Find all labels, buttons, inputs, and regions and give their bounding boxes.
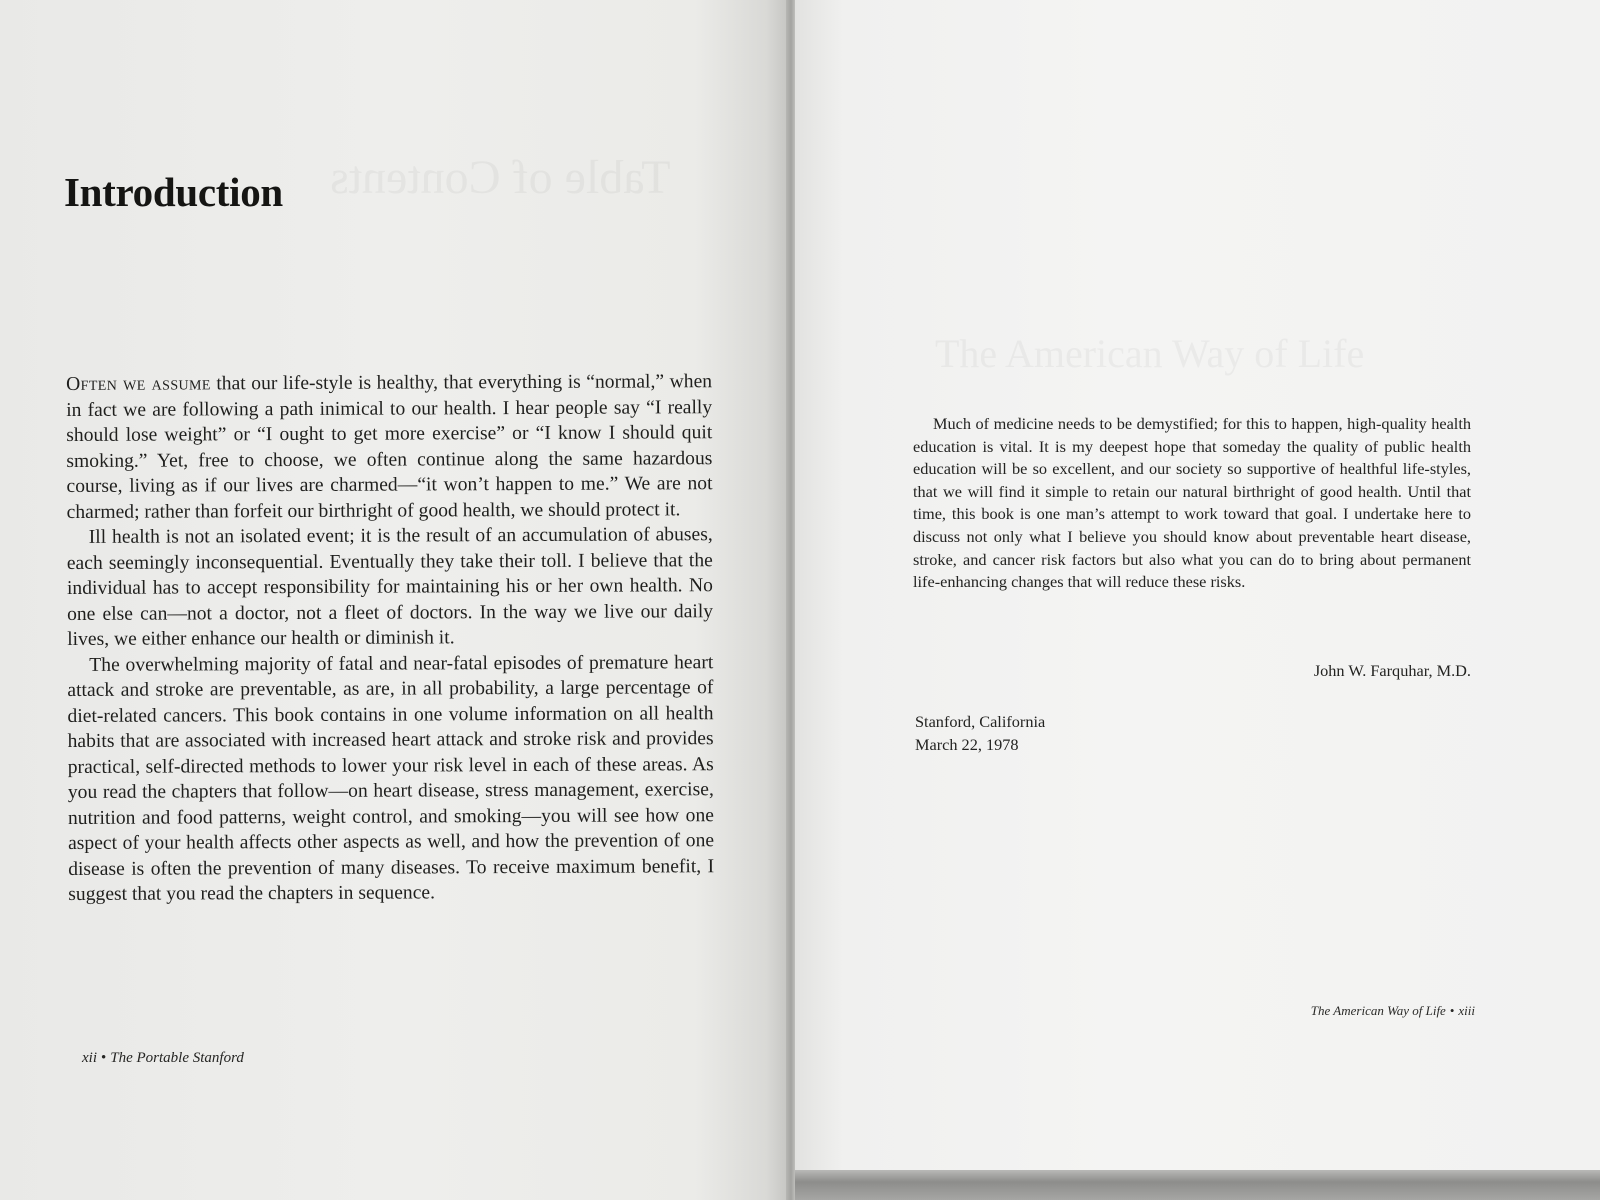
paragraph: Ill health is not an isolated event; it is the result of an accumulation of abuses, each seemingly inconsequential. Eventually they take their toll. I believe that the individual has to accept responsibility for maintaining his or her own health. No one else can—not a doctor, not a fleet of doctors. In the way we live our daily lives, we either enhance our health or diminish it. [66,524,714,650]
folio-bullet: • [1449,1003,1455,1018]
running-title: The American Way of Life [1310,1003,1446,1018]
left-page-folio [82,1050,244,1067]
show-through-text: The American Way of Life [935,331,1365,376]
paragraph [66,369,713,525]
date: March 22, 1978 [915,734,1019,754]
left-page [0,0,790,1200]
page-number: xiii [1458,1003,1475,1018]
place: Stanford, California [915,712,1046,731]
author-signature: John W. Farquhar, M.D. [1313,661,1471,680]
page-number: xii [82,1050,97,1066]
folio-bullet: • [101,1050,107,1066]
place-and-date [915,711,1045,756]
page-edge-shadow [795,1170,1600,1200]
running-title: The Portable Stanford [110,1050,244,1066]
page-title: Introduction [64,169,283,215]
show-through-text: Table of Contents [330,151,671,204]
paragraph: Much of medicine needs to be demystified; for this to happen, high-quality health education is vital. It is my deepest hope that someday the quality of public health education will be so excellent, and our society so supportive of healthful life-styles, that we will find it simple to retain our natural birthright of good health. Until that time, this book is one man’s attempt to work toward that goal. I undertake here to discuss not only what I believe you should know about preventable heart disease, stroke, and cancer risk factors but also what you can do to bring about permanent life-enhancing changes that will reduce these risks. [913,414,1471,592]
paragraph-text: that our life-style is healthy, that everything is “normal,” when in fact we are following a path inimical to our health. I hear people say “I really should lose weight” or “I ought to get more exercise” or “I know I should quit smoking.” Yet, free to choose, we often continue along the same hazardous course, living as if our lives are charmed—“it won’t happen to me.” We are not charmed; rather than forfeit our birthright of good health, we should protect it. [66,371,713,523]
paragraph: The overwhelming majority of fatal and near-fatal episodes of premature heart attack and stroke are preventable, as are, in all probability, a large percentage of diet-related cancers. This book contains in one volume information on all health habits that are associated with increased heart attack and stroke risk and provides practical, self-directed methods to lower your risk level in each of these areas. As you read the chapters that follow—on heart disease, stress management, exercise, nutrition and food patterns, weight control, and smoking—you will see how one aspect of your health affects other aspects as well, and how the prevention of one disease is often the prevention of many diseases. To receive maximum benefit, I suggest that you read the chapters in sequence. [67,651,715,905]
paragraph-lead-small-caps: Often we assume [66,373,211,395]
right-page-folio [1240,1003,1475,1019]
left-body-text [66,369,714,907]
right-body-text [913,413,1471,594]
